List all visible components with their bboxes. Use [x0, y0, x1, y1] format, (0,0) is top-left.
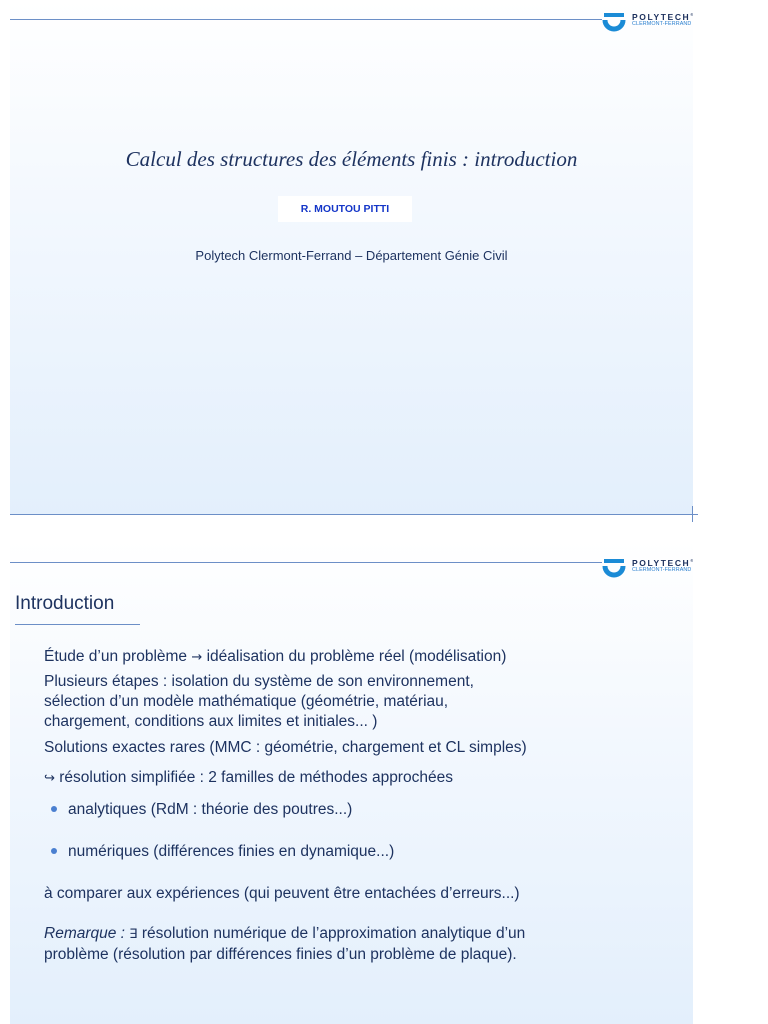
header-rule — [10, 19, 602, 20]
slide-content — [44, 647, 684, 965]
polytech-logo-icon — [602, 554, 626, 578]
paragraph-compare: à comparer aux expériences (qui peuvent être entachées d’erreurs...) — [44, 885, 520, 902]
author-box: R. MOUTOU PITTI — [278, 196, 412, 222]
logo-subtitle: CLERMONT-FERRAND — [632, 567, 692, 574]
steps-line-2: sélection d’un modèle mathématique (géométrie, matériau, — [44, 693, 449, 710]
paragraph-resolution — [44, 768, 684, 789]
introduction-slide — [10, 540, 693, 1024]
right-arrow-icon: → — [191, 650, 203, 665]
hook-arrow-icon: ↪ — [44, 771, 55, 786]
affiliation: Polytech Clermont-Ferrand – Département Génie Civil — [195, 248, 508, 263]
slide-heading: Introduction — [15, 593, 115, 614]
slide-divider — [10, 514, 698, 515]
paragraph-solutions: Solutions exactes rares (MMC : géométrie, chargement et CL simples) — [44, 739, 527, 756]
logo-registered: ® — [690, 557, 693, 563]
resolution-text: résolution simplifiée : 2 familles de méthodes approchées — [59, 769, 453, 786]
remark-line-2: problème (résolution par différences finies d’un problème de plaque). — [44, 946, 517, 963]
bullet-icon — [51, 848, 57, 854]
presentation-title: Calcul des structures des éléments finis : introduction — [125, 147, 578, 171]
heading-underline — [15, 624, 140, 625]
bullet-text: numériques (différences finies en dynamique...) — [68, 843, 395, 860]
logo-name: POLYTECH — [632, 11, 691, 22]
exists-symbol: ∃ — [129, 927, 138, 942]
steps-line-3: chargement, conditions aux limites et initiales... ) — [44, 713, 378, 730]
list-item — [44, 842, 684, 862]
logo-subtitle: CLERMONT-FERRAND — [632, 21, 692, 28]
steps-line-1: Plusieurs étapes : isolation du système de son environnement, — [44, 673, 474, 690]
title-slide — [10, 0, 693, 515]
methods-list — [44, 800, 684, 862]
list-item — [44, 800, 684, 820]
logo-name: POLYTECH — [632, 557, 691, 568]
polytech-logo — [602, 8, 693, 32]
remark-line-1: résolution numérique de l’approximation analytique d’un — [141, 925, 526, 942]
header-rule — [10, 562, 602, 563]
paragraph-study — [44, 647, 684, 668]
paragraph-steps — [44, 672, 684, 732]
remark-label: Remarque : — [44, 925, 125, 942]
page-tick — [692, 506, 693, 522]
study-text: Étude d’un problème — [44, 648, 188, 665]
bullet-text: analytiques (RdM : théorie des poutres...) — [68, 801, 353, 818]
logo-registered: ® — [690, 11, 693, 17]
paragraph-remark — [44, 924, 684, 965]
polytech-logo — [602, 554, 693, 578]
polytech-logo-icon — [602, 8, 626, 32]
study-text-end: idéalisation du problème réel (modélisation) — [206, 648, 507, 665]
bullet-icon — [51, 806, 57, 812]
